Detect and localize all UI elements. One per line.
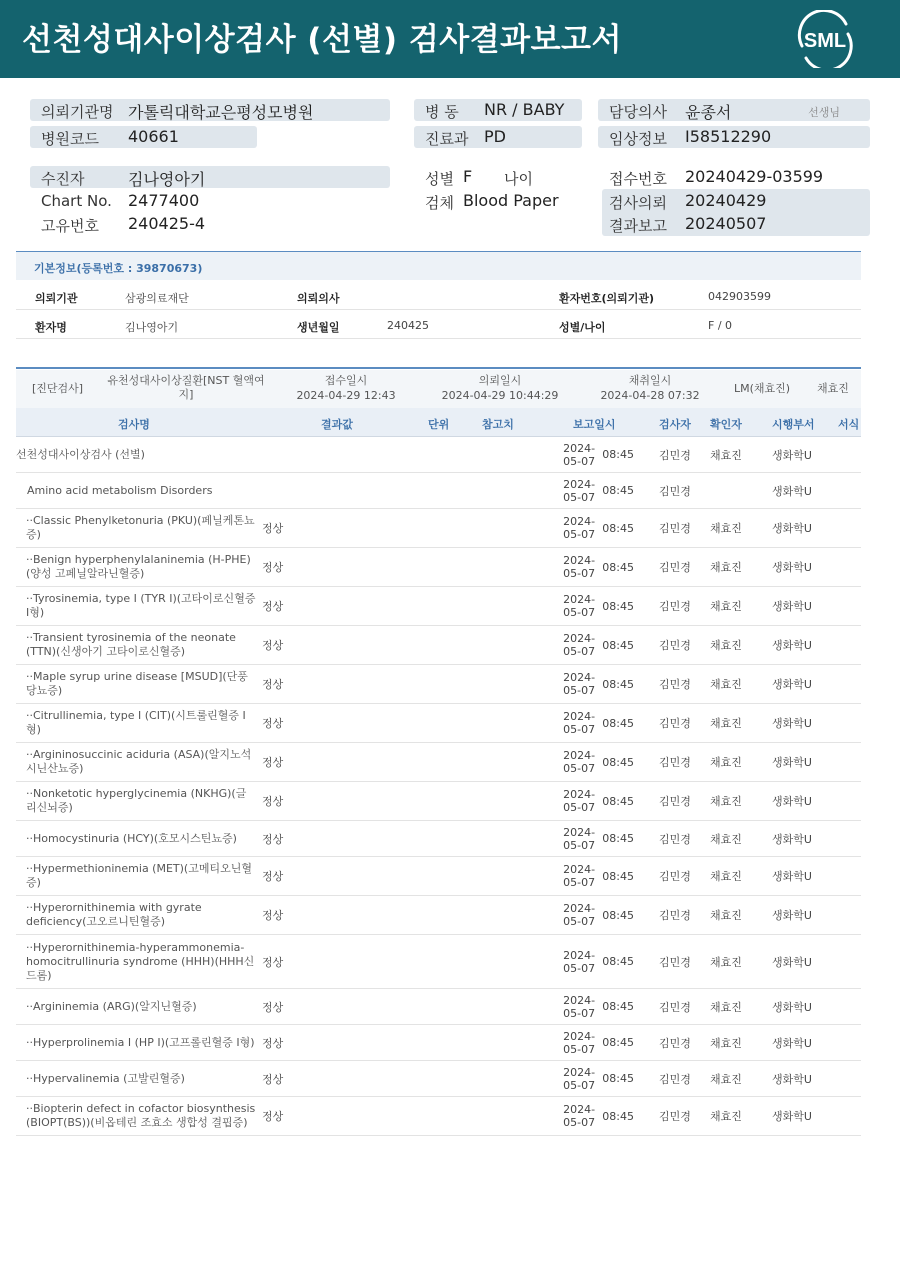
- row-dept: 생화학U: [772, 795, 812, 808]
- report-date: 2024-05-07: [563, 441, 596, 468]
- table-row: [16, 857, 861, 896]
- report-time: 08:45: [602, 638, 634, 652]
- test-name: ··Citrullinemia, type I (CIT)(시트룰린혈증 I형): [26, 709, 246, 736]
- hospital-code-field: [30, 126, 257, 148]
- section-divider-2: [16, 367, 861, 369]
- report-date: 2024-05-07: [563, 993, 596, 1020]
- department-field: [414, 126, 582, 148]
- row-tester: 김민경: [659, 870, 691, 883]
- report-title: 선천성대사이상검사 (선별) 검사결과보고서: [22, 22, 622, 58]
- row-dept: 생화학U: [772, 832, 812, 846]
- table-row: [16, 704, 861, 743]
- row-checker: 채효진: [710, 1072, 742, 1086]
- row-dept: 생화학U: [772, 717, 812, 730]
- report-time: 08:45: [602, 560, 634, 574]
- row-tester: 김민경: [659, 1110, 691, 1123]
- basic-info-row-1: [16, 281, 861, 310]
- row-dept: 생화학U: [772, 909, 812, 922]
- col-format: 서식: [838, 418, 860, 431]
- report-date-label: 결과보고: [609, 217, 667, 235]
- test-name: ··Tyrosinemia, type I (TYR I)(고타이로신혈증 I형): [26, 592, 256, 619]
- test-name: Amino acid metabolism Disorders: [27, 483, 213, 497]
- report-datetime: [556, 989, 634, 1024]
- test-name: ··Hypervalinemia (고발린혈증): [26, 1071, 185, 1085]
- table-row: [16, 665, 861, 704]
- row-dept: 생화학U: [772, 756, 812, 769]
- row-checker: 채효진: [710, 795, 742, 808]
- basic-info-heading-text: 기본정보(등록번호 : 39870673): [34, 262, 203, 275]
- row-dept: 생화학U: [772, 1072, 812, 1086]
- test-result: 정상: [262, 678, 284, 691]
- report-time: 08:45: [602, 1109, 634, 1123]
- chart-no-label: Chart No.: [41, 192, 112, 210]
- report-time: 08:45: [602, 448, 634, 461]
- row-dept: 생화학U: [772, 1110, 812, 1123]
- test-result: 정상: [262, 1110, 284, 1123]
- sex-age-field: [414, 166, 594, 188]
- test-name: 선천성대사이상검사 (선별): [16, 447, 145, 461]
- row-tester: 김민경: [659, 639, 691, 652]
- specimen-label: 검체: [425, 194, 454, 212]
- hospital-code-label: 병원코드: [41, 130, 99, 148]
- row-tester: 김민경: [659, 522, 691, 535]
- test-name: ··Hyperornithinemia-hyperammonemia-homocitrullinuria syndrome (HHH)(HHH신드롬): [26, 940, 255, 982]
- report-date-value: 20240507: [685, 214, 767, 233]
- test-result: 정상: [262, 522, 284, 535]
- row-dept: 생화학U: [772, 561, 812, 574]
- col-test-name: 검사명: [118, 418, 150, 431]
- bi-doctor-label: 의뢰의사: [297, 292, 340, 305]
- institution-field: [30, 99, 390, 121]
- doctor-field: [598, 99, 870, 121]
- test-result: 정상: [262, 717, 284, 730]
- table-row: [16, 626, 861, 665]
- report-date: 2024-05-07: [563, 671, 596, 697]
- receipt-no-value: 20240429-03599: [685, 167, 824, 186]
- row-checker: 채효진: [710, 832, 742, 846]
- doctor-suffix: 선생님: [808, 106, 840, 119]
- test-result: 정상: [262, 756, 284, 769]
- sample-collect-label: 채취일시: [628, 374, 672, 387]
- report-datetime: [556, 1061, 634, 1096]
- report-time: 08:45: [602, 599, 634, 613]
- bi-sex-age-value: F / 0: [708, 319, 733, 332]
- test-name: ··Homocystinuria (HCY)(호모시스틴뇨증): [26, 831, 237, 845]
- test-result: 정상: [262, 639, 284, 652]
- clinical-info-field: [598, 126, 870, 148]
- doctor-label: 담당의사: [609, 103, 667, 121]
- patient-value: 김나영아기: [128, 170, 206, 189]
- table-row: [16, 437, 861, 473]
- row-dept: 생화학U: [772, 600, 812, 613]
- col-dept: 시행부서: [772, 418, 815, 431]
- report-time: 08:45: [602, 1036, 634, 1049]
- row-tester: 김민경: [659, 448, 691, 462]
- institution-label: 의뢰기관명: [41, 103, 114, 121]
- report-datetime: [556, 665, 634, 703]
- hospital-code-value: 40661: [128, 127, 179, 146]
- sample-disease: 유천성대사이상질환[NST 혈액여지]: [107, 374, 265, 401]
- row-checker: 채효진: [710, 600, 742, 613]
- report-date: 2024-05-07: [563, 948, 596, 975]
- report-date: 2024-05-07: [563, 515, 596, 541]
- test-result: 정상: [262, 1000, 284, 1014]
- sample-info-row: [16, 370, 861, 408]
- patient-field: [30, 166, 390, 188]
- report-datetime: [556, 821, 634, 856]
- row-checker: 채효진: [710, 1000, 742, 1014]
- table-row: [16, 473, 861, 509]
- row-dept: 생화학U: [772, 639, 812, 652]
- report-datetime: [556, 473, 634, 508]
- report-time: 08:45: [602, 677, 634, 691]
- report-datetime: [556, 782, 634, 820]
- row-dept: 생화학U: [772, 870, 812, 883]
- row-tester: 김민경: [659, 795, 691, 808]
- results-table-header: [16, 408, 861, 437]
- row-dept: 생화학U: [772, 522, 812, 535]
- row-tester: 김민경: [659, 717, 691, 730]
- test-result: 정상: [262, 600, 284, 613]
- report-time: 08:45: [602, 1072, 634, 1085]
- report-date: 2024-05-07: [563, 1029, 596, 1056]
- row-checker: 채효진: [710, 870, 742, 883]
- row-tester: 김민경: [659, 832, 691, 846]
- sample-request-time: 2024-04-29 10:44:29: [441, 389, 559, 402]
- report-date: 2024-05-07: [563, 1065, 596, 1092]
- test-result: 정상: [262, 795, 284, 808]
- test-name: ··Classic Phenylketonuria (PKU)(페닐케톤뇨증): [26, 514, 255, 541]
- test-name: ··Maple syrup urine disease [MSUD](단풍당뇨증): [26, 670, 248, 697]
- table-row: [16, 989, 861, 1025]
- patient-label: 수진자: [41, 170, 85, 188]
- results-table-body: [16, 437, 861, 1136]
- report-datetime: [556, 548, 634, 586]
- request-date-value: 20240429: [685, 191, 767, 210]
- test-name: ··Benign hyperphenylalaninemia (H-PHE)(양성 고페닐알라닌혈증): [26, 553, 251, 580]
- row-tester: 김민경: [659, 1000, 691, 1014]
- receipt-no-field: [598, 166, 870, 188]
- basic-info-heading: [16, 252, 861, 280]
- report-time: 08:45: [602, 1000, 634, 1013]
- table-row: [16, 548, 861, 587]
- clinical-info-value: I58512290: [685, 127, 772, 146]
- sample-collector: 채효진: [817, 382, 849, 395]
- row-dept: 생화학U: [772, 955, 812, 969]
- sample-lab: LM(채효진): [734, 382, 791, 395]
- specimen-value: Blood Paper: [463, 191, 559, 210]
- sample-category: [진단검사]: [32, 382, 84, 395]
- doctor-value: 윤종서: [685, 103, 732, 122]
- test-name: ··Biopterin defect in cofactor biosynthesis (BIOPT(BS))(비옵테린 조효소 생합성 결핍증): [26, 1102, 256, 1129]
- department-label: 진료과: [425, 130, 469, 148]
- table-row: [16, 587, 861, 626]
- bi-institution-value: 삼광의료재단: [125, 292, 189, 305]
- col-checker: 확인자: [710, 418, 742, 431]
- row-checker: 채효진: [710, 955, 742, 969]
- report-datetime: [556, 704, 634, 742]
- test-name: ··Argininemia (ARG)(알지닌혈증): [26, 999, 197, 1013]
- receipt-no-label: 접수번호: [609, 170, 667, 188]
- col-unit: 단위: [428, 418, 450, 431]
- row-tester: 김민경: [659, 561, 691, 574]
- report-time: 08:45: [602, 716, 634, 730]
- report-date: 2024-05-07: [563, 477, 596, 504]
- row-dept: 생화학U: [772, 448, 812, 462]
- row-checker: 채효진: [710, 717, 742, 730]
- test-result: 정상: [262, 955, 284, 969]
- row-checker: 채효진: [710, 522, 742, 535]
- table-row: [16, 509, 861, 548]
- test-result: 정상: [262, 1036, 284, 1050]
- test-name: ··Hyperprolinemia I (HP I)(고프롤린혈증 I형): [26, 1035, 255, 1049]
- row-checker: 채효진: [710, 1110, 742, 1123]
- row-checker: 채효진: [710, 448, 742, 462]
- report-date: 2024-05-07: [563, 788, 596, 814]
- report-datetime: [556, 896, 634, 934]
- table-row: [16, 1097, 861, 1136]
- col-tester: 검사자: [659, 418, 691, 431]
- row-dept: 생화학U: [772, 484, 812, 498]
- report-datetime: [556, 587, 634, 625]
- test-name: ··Argininosuccinic aciduria (ASA)(알지노석시닌산뇨증): [26, 748, 252, 775]
- bi-dob-label: 생년월일: [297, 321, 340, 334]
- report-date: 2024-05-07: [563, 749, 596, 775]
- row-tester: 김민경: [659, 1036, 691, 1050]
- unique-no-label: 고유번호: [41, 217, 99, 235]
- row-checker: 채효진: [710, 639, 742, 652]
- report-time: 08:45: [602, 521, 634, 535]
- chart-no-field: [30, 190, 390, 212]
- row-checker: 채효진: [710, 909, 742, 922]
- table-row: [16, 1025, 861, 1061]
- report-date: 2024-05-07: [563, 1103, 596, 1129]
- row-dept: 생화학U: [772, 678, 812, 691]
- report-datetime: [556, 509, 634, 547]
- test-result: 정상: [262, 870, 284, 883]
- row-checker: 채효진: [710, 756, 742, 769]
- table-row: [16, 935, 861, 989]
- report-date: 2024-05-07: [563, 825, 596, 852]
- report-date: 2024-05-07: [563, 593, 596, 619]
- bi-institution-label: 의뢰기관: [35, 292, 78, 305]
- report-date: 2024-05-07: [563, 863, 596, 889]
- bi-patient-no-value: 042903599: [708, 290, 771, 303]
- ward-value: NR / BABY: [484, 100, 565, 119]
- report-time: 08:45: [602, 484, 634, 497]
- basic-info-row-2: [16, 310, 861, 339]
- bi-name-label: 환자명: [35, 321, 67, 334]
- report-datetime: [556, 626, 634, 664]
- ward-label: 병 동: [425, 103, 459, 121]
- row-tester: 김민경: [659, 484, 691, 498]
- specimen-field: [414, 190, 594, 212]
- row-tester: 김민경: [659, 756, 691, 769]
- sample-receipt-label: 접수일시: [324, 374, 368, 387]
- report-datetime: [556, 743, 634, 781]
- report-datetime: [556, 857, 634, 895]
- report-date: 2024-05-07: [563, 902, 596, 928]
- report-time: 08:45: [602, 955, 634, 968]
- report-date: 2024-05-07: [563, 554, 596, 580]
- row-checker: 채효진: [710, 1036, 742, 1050]
- row-dept: 생화학U: [772, 1036, 812, 1050]
- chart-no-value: 2477400: [128, 191, 200, 210]
- sample-collect-time: 2024-04-28 07:32: [600, 389, 700, 402]
- report-datetime: [556, 1097, 634, 1135]
- report-time: 08:45: [602, 908, 634, 922]
- row-tester: 김민경: [659, 1072, 691, 1086]
- row-tester: 김민경: [659, 600, 691, 613]
- test-result: 정상: [262, 1072, 284, 1086]
- ward-field: [414, 99, 582, 121]
- row-tester: 김민경: [659, 678, 691, 691]
- sample-receipt-time: 2024-04-29 12:43: [296, 389, 396, 402]
- test-name: ··Hyperornithinemia with gyrate deficiency(고오르니틴혈증): [26, 901, 202, 928]
- age-label: 나이: [504, 170, 533, 188]
- test-name: ··Nonketotic hyperglycinemia (NKHG)(글리신뇌증): [26, 787, 247, 814]
- bi-sex-age-label: 성별/나이: [559, 321, 606, 334]
- table-row: [16, 743, 861, 782]
- report-header: [0, 0, 900, 78]
- col-result: 결과값: [321, 418, 353, 431]
- test-result: 정상: [262, 832, 284, 846]
- report-time: 08:45: [602, 755, 634, 769]
- report-date: 2024-05-07: [563, 710, 596, 736]
- table-row: [16, 782, 861, 821]
- test-result: 정상: [262, 909, 284, 922]
- test-name: ··Hypermethioninemia (MET)(고메티오닌혈증): [26, 862, 252, 889]
- sample-request-label: 의뢰일시: [478, 374, 522, 387]
- table-row: [16, 821, 861, 857]
- clinical-info-label: 임상정보: [609, 130, 667, 148]
- report-date: 2024-05-07: [563, 632, 596, 658]
- report-datetime: [556, 1025, 634, 1060]
- bi-patient-no-label: 환자번호(의뢰기관): [559, 292, 655, 305]
- sml-logo: [794, 10, 856, 68]
- report-datetime: [556, 437, 634, 472]
- row-tester: 김민경: [659, 955, 691, 969]
- sex-label: 성별: [425, 170, 454, 188]
- col-report-time: 보고일시: [573, 418, 616, 431]
- report-time: 08:45: [602, 869, 634, 883]
- test-name: ··Transient tyrosinemia of the neonate (TTN)(신생아기 고타이로신혈증): [26, 631, 236, 658]
- col-reference: 참고치: [482, 418, 514, 431]
- table-row: [16, 896, 861, 935]
- unique-no-field: [30, 213, 390, 235]
- svg-text:SML: SML: [803, 30, 847, 52]
- bi-dob-value: 240425: [387, 319, 429, 332]
- row-checker: 채효진: [710, 678, 742, 691]
- row-checker: 채효진: [710, 561, 742, 574]
- sex-value: F: [463, 167, 473, 186]
- report-datetime: [556, 935, 634, 988]
- report-time: 08:45: [602, 794, 634, 808]
- report-time: 08:45: [602, 832, 634, 845]
- row-dept: 생화학U: [772, 1000, 812, 1014]
- request-date-label: 검사의뢰: [609, 194, 667, 212]
- test-result: 정상: [262, 561, 284, 574]
- table-row: [16, 1061, 861, 1097]
- unique-no-value: 240425-4: [128, 214, 206, 233]
- bi-name-value: 김나영아기: [125, 321, 179, 334]
- department-value: PD: [484, 127, 506, 146]
- institution-value: 가톨릭대학교은평성모병원: [128, 103, 314, 122]
- request-report-date-block: [602, 189, 870, 236]
- row-tester: 김민경: [659, 909, 691, 922]
